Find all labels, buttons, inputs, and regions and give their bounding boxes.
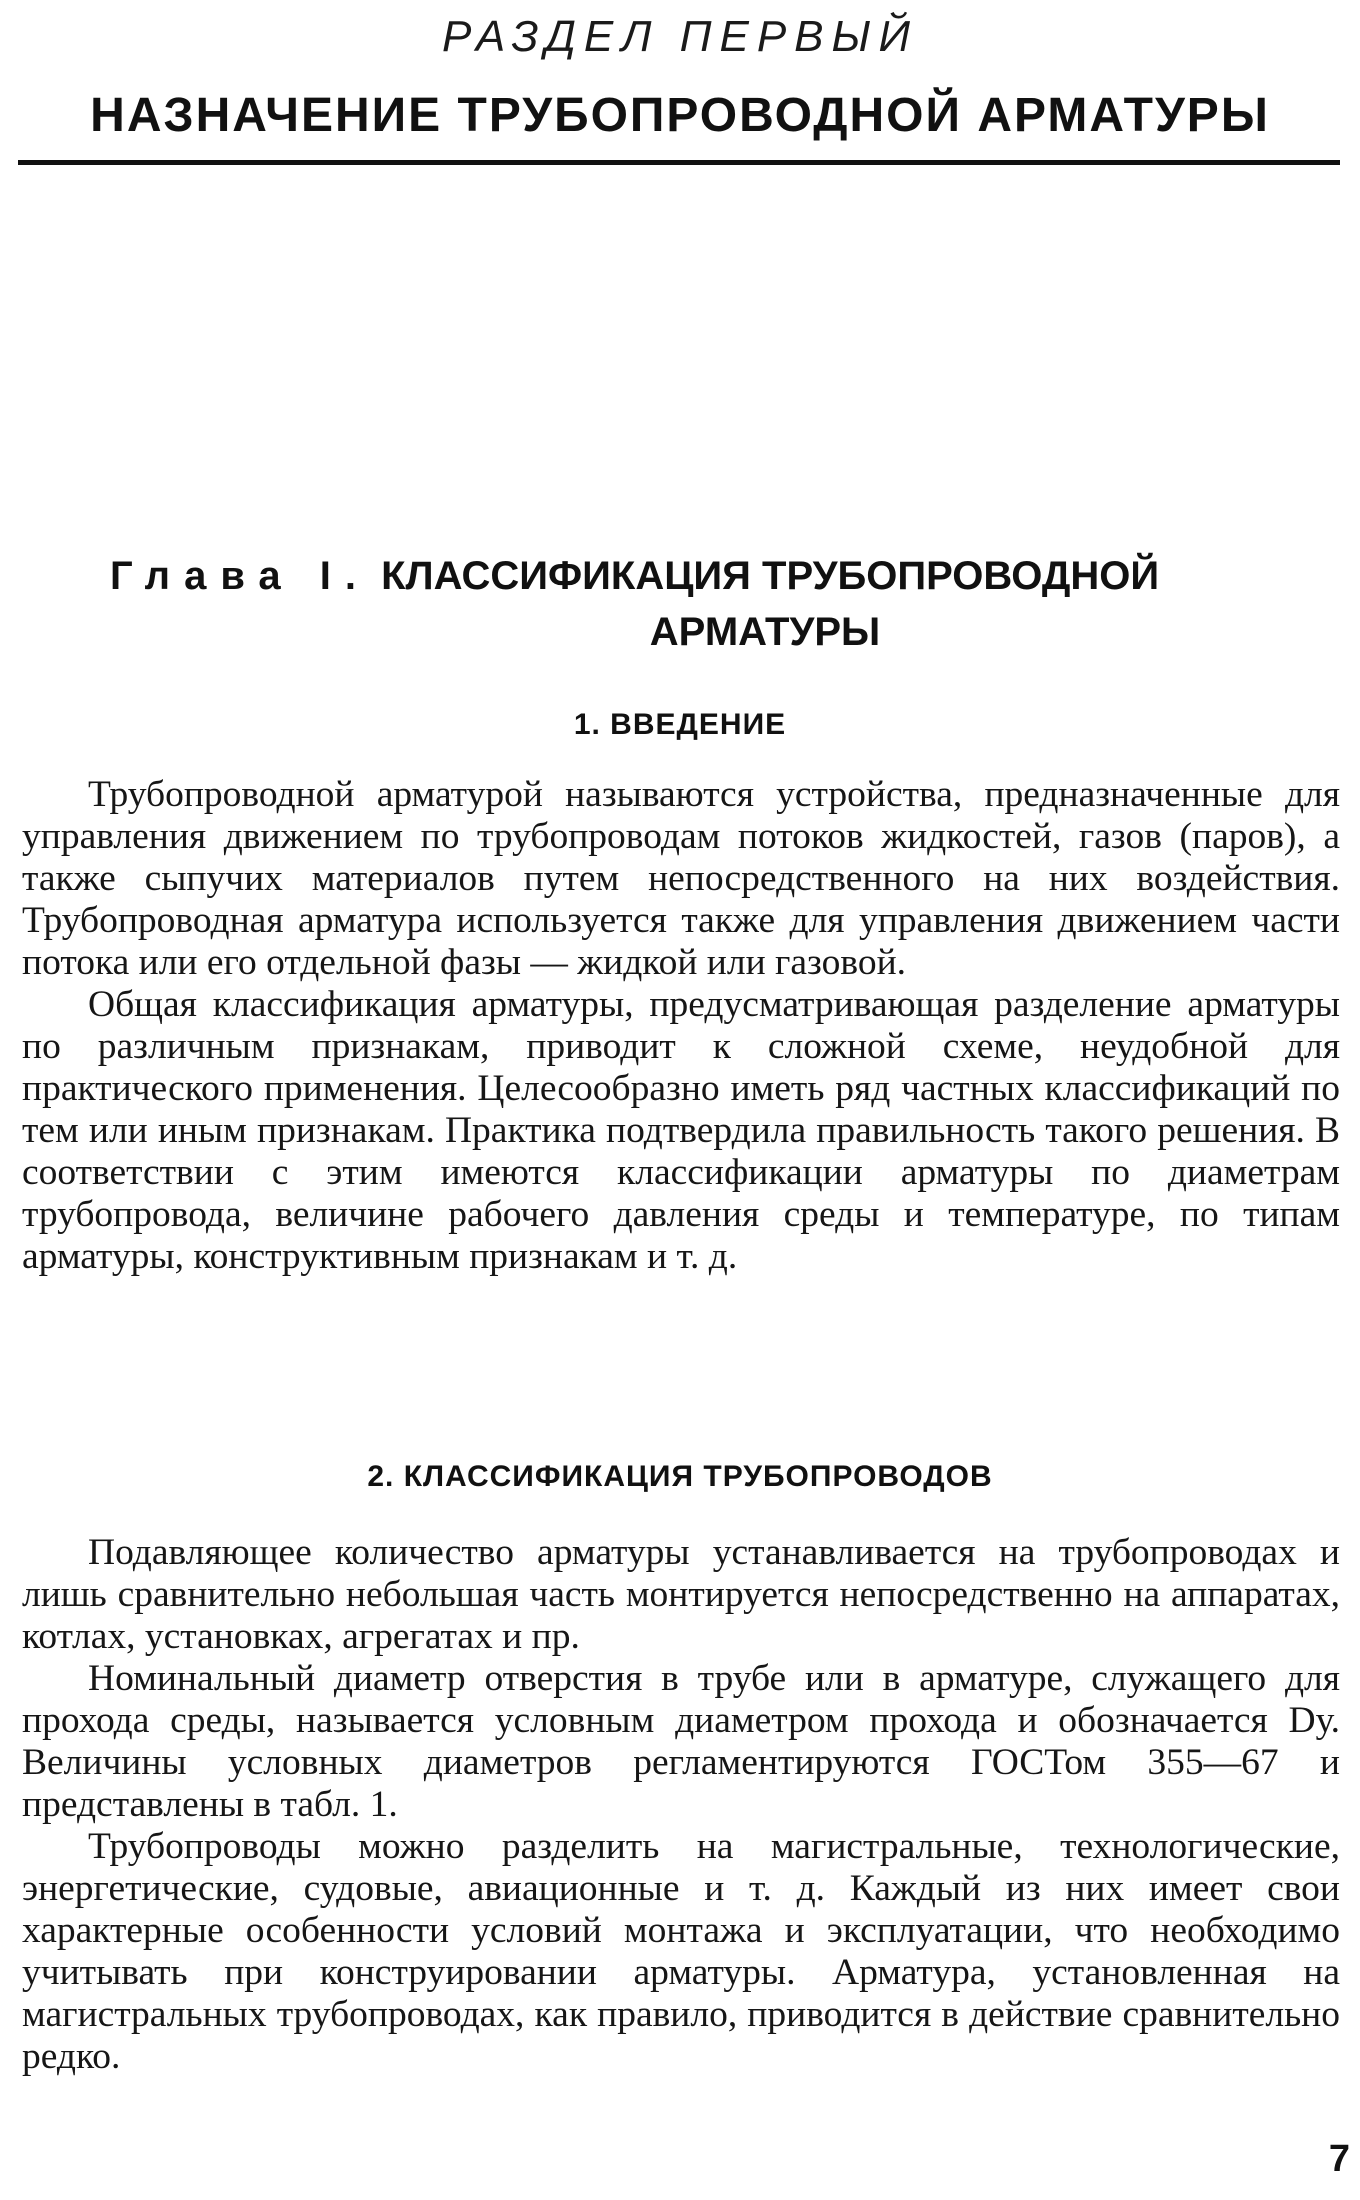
paragraph: Трубопроводной арматурой называются устройства, предназначенные для управления движением по трубопроводам потоков жидкостей, газов (паров), а также сыпучих материалов путем непосредственного на них воздействия. Трубопроводная арматура используется также для управления движением части потока или его отдельной фазы — жидкой или газовой. bbox=[22, 774, 1340, 983]
paragraph: Подавляющее количество арматуры устанавливается на трубопроводах и лишь сравнительно небольшая часть монтируется непосредственно на аппаратах, котлах, установках, агрегатах и пр. bbox=[22, 1532, 1340, 1657]
chapter-title-line1-wrap bbox=[110, 548, 1280, 604]
pipeline-classification-text bbox=[22, 1532, 1340, 2078]
paragraph: Общая классификация арматуры, предусматривающая разделение арматуры по различным признакам, приводит к сложной схеме, неудобной для практического применения. Целесообразно иметь ряд частных классификаций по тем или иным признакам. Практика подтвердила правильность такого решения. В соответствии с этим имеются классификации арматуры по диаметрам трубопровода, величине рабочего давления среды и температуре, по типам арматуры, конструктивным признакам и т. д. bbox=[22, 984, 1340, 1277]
chapter-heading bbox=[110, 548, 1280, 660]
title-rule bbox=[18, 160, 1340, 165]
chapter-prefix: Глава I. bbox=[110, 554, 370, 598]
paragraph: Трубопроводы можно разделить на магистральные, технологические, энергетические, судовые, авиационные и т. д. Каждый из них имеет свои характерные особенности условий монтажа и эксплуатации, что необходимо учитывать при конструировании арматуры. Арматура, установленная на магистральных трубопроводах, как правило, приводится в действие сравнительно редко. bbox=[22, 1826, 1340, 2077]
paragraph: Номинальный диаметр отверстия в трубе или в арматуре, служащего для прохода среды, называется условным диаметром прохода и обозначается Dу. Величины условных диаметров регламентируются ГОСТом 355—67 и представлены в табл. 1. bbox=[22, 1658, 1340, 1825]
introduction-text bbox=[22, 774, 1340, 1278]
section-title: НАЗНАЧЕНИЕ ТРУБОПРОВОДНОЙ АРМАТУРЫ bbox=[90, 89, 1270, 142]
page-number: 7 bbox=[1328, 2138, 1350, 2180]
chapter-title-line1: КЛАССИФИКАЦИЯ ТРУБОПРОВОДНОЙ bbox=[381, 554, 1160, 598]
section-heading-pipeline-classification: 2. КЛАССИФИКАЦИЯ ТРУБОПРОВОДОВ bbox=[367, 1460, 993, 1493]
section-heading-introduction: 1. ВВЕДЕНИЕ bbox=[573, 708, 787, 741]
section-label: РАЗДЕЛ ПЕРВЫЙ bbox=[442, 12, 918, 61]
chapter-title-line2: АРМАТУРЫ bbox=[649, 610, 881, 654]
